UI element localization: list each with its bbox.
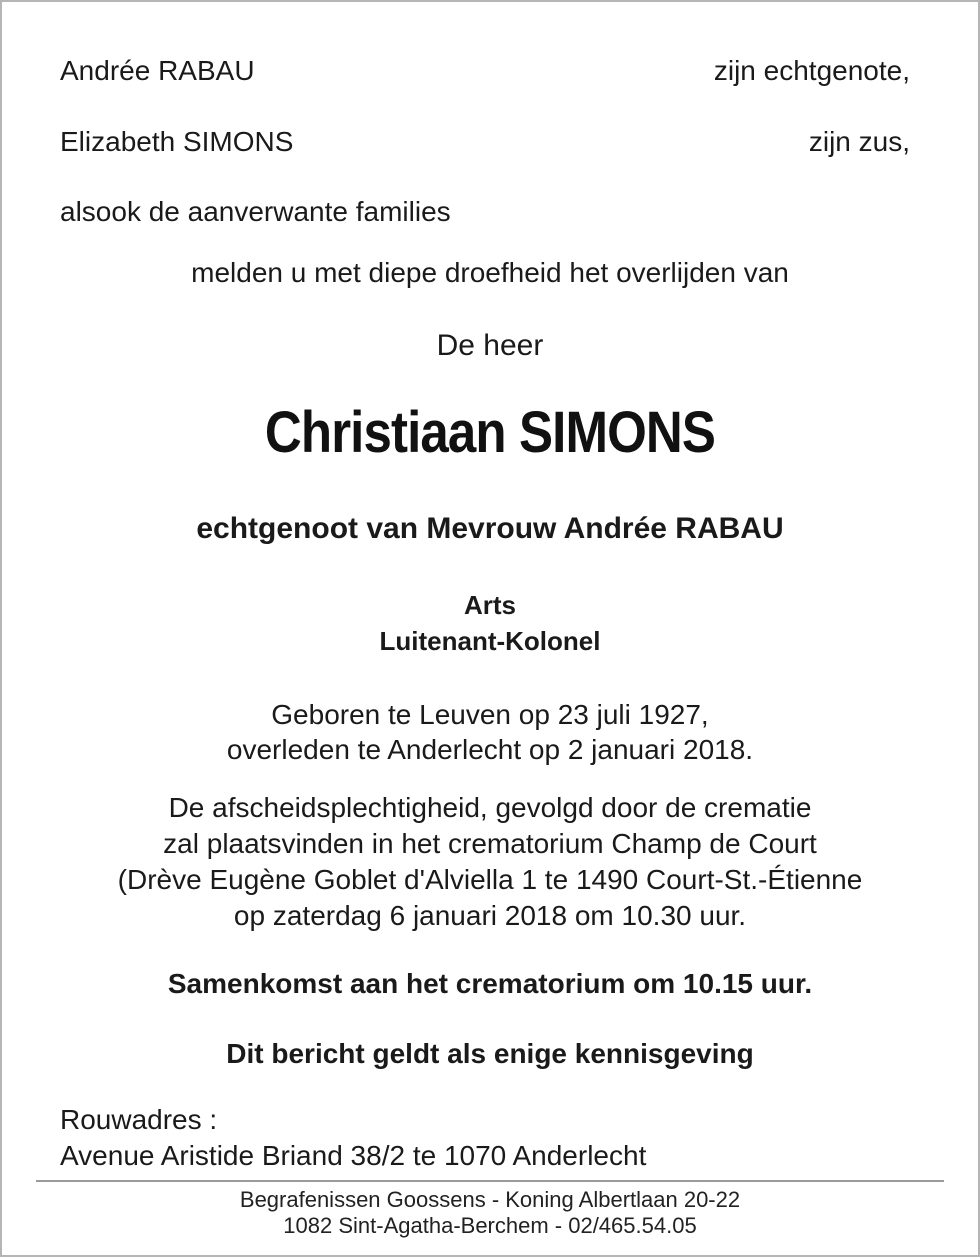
ceremony-line-4: op zaterdag 6 januari 2018 om 10.30 uur. — [233, 900, 747, 931]
spouse-relation: zijn echtgenote, — [713, 55, 910, 86]
ceremony-line-3: (Drève Eugène Goblet d'Alviella 1 te 1490 Court-St.-Étienne — [117, 864, 863, 895]
deceased-name: Christiaan SIMONS — [264, 400, 716, 465]
spouse-name: Andrée RABAU — [60, 55, 255, 86]
address-value: Avenue Aristide Briand 38/2 te 1070 Anderlecht — [60, 1140, 647, 1171]
notice-line: Dit bericht geldt als enige kennisgeving — [226, 1038, 754, 1069]
title-profession: Arts — [463, 590, 516, 620]
sister-row — [60, 125, 910, 159]
funeral-home-line-2: 1082 Sint-Agatha-Berchem - 02/465.54.05 — [283, 1213, 697, 1238]
sister-name: Elizabeth SIMONS — [60, 126, 294, 157]
sister-relation: zijn zus, — [808, 126, 910, 157]
spouse-line: echtgenoot van Mevrouw Andrée RABAU — [196, 512, 784, 545]
address-label: Rouwadres : — [60, 1104, 218, 1135]
other-families: alsook de aanverwante families — [60, 196, 451, 227]
gathering-line: Samenkomst aan het crematorium om 10.15 uur. — [167, 968, 813, 999]
ceremony-line-1: De afscheidsplechtigheid, gevolgd door de crematie — [168, 792, 812, 823]
ceremony-line-2: zal plaatsvinden in het crematorium Champ de Court — [163, 828, 817, 859]
death-line: overleden te Anderlecht op 2 januari 2018. — [226, 734, 754, 765]
funeral-home-line-1: Begrafenissen Goossens - Koning Albertlaan 20-22 — [239, 1187, 741, 1212]
spouse-row — [60, 54, 910, 88]
title-rank: Luitenant-Kolonel — [379, 626, 601, 656]
announcement-intro: melden u met diepe droefheid het overlijden van — [191, 257, 789, 288]
footer-divider — [36, 1180, 944, 1182]
birth-line: Geboren te Leuven op 23 juli 1927, — [271, 699, 709, 730]
salutation: De heer — [436, 329, 544, 362]
